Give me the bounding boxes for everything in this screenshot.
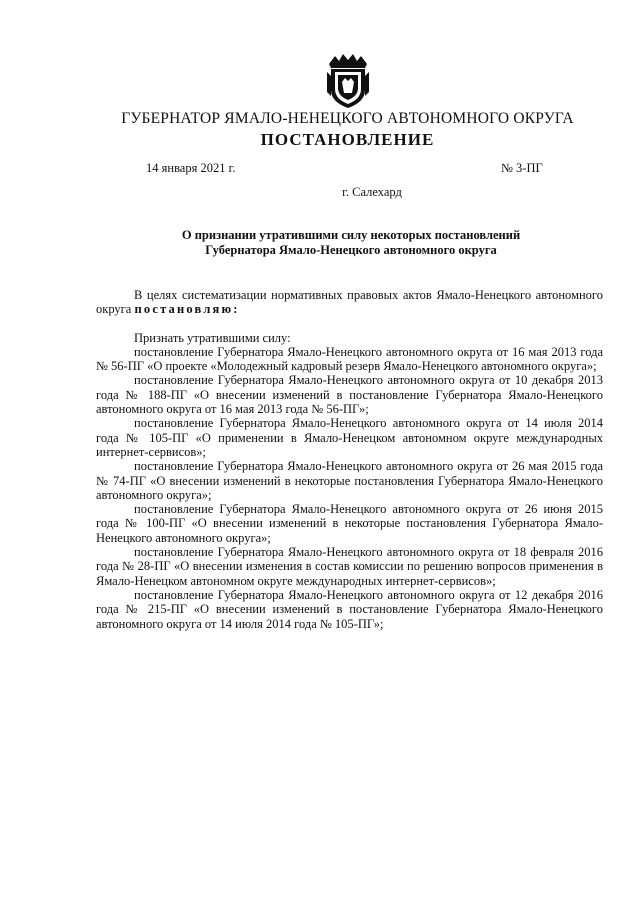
document-header: [0, 110, 640, 150]
subject-line-1: О признании утратившими силу некоторых постановлений: [181, 228, 521, 242]
issuer-title: ГУБЕРНАТОР ЯМАЛО-НЕНЕЦКОГО АВТОНОМНОГО ОКРУГА: [121, 110, 574, 127]
decree-colon: :: [233, 302, 238, 317]
repealed-item: постановление Губернатора Ямало-Ненецкого автономного округа от 26 июня 2015 года № 100-ПГ «О внесении изменений в некоторые постановления Губернатора Ямало-Ненецкого автономного округа»;: [96, 502, 603, 545]
subject-line-2: Губернатора Ямало-Ненецкого автономного округа: [205, 243, 497, 257]
document-date: 14 января 2021 г.: [146, 161, 236, 175]
document-number: № 3-ПГ: [501, 161, 543, 175]
repealed-item: постановление Губернатора Ямало-Ненецкого автономного округа от 18 февраля 2016 года № 28-ПГ «О внесении изменения в состав комиссии по решению вопросов применения в Ямало-Ненецком автономном округе международных интернет-сервисов»;: [96, 545, 603, 588]
document-type: ПОСТАНОВЛЕНИЕ: [260, 130, 435, 149]
document-subject: [96, 228, 606, 258]
intro-paragraph: [96, 288, 603, 317]
repealed-item: постановление Губернатора Ямало-Ненецкого автономного округа от 26 мая 2015 года № 74-ПГ «О внесении изменений в некоторые постановления Губернатора Ямало-Ненецкого автономного округа»;: [96, 459, 603, 502]
repealed-item: постановление Губернатора Ямало-Ненецкого автономного округа от 14 июля 2014 года № 105-ПГ «О применении в Ямало-Ненецком автономном округе международных интернет-сервисов»;: [96, 416, 603, 459]
coat-of-arms-icon: [325, 52, 371, 110]
repealed-item: постановление Губернатора Ямало-Ненецкого автономного округа от 10 декабря 2013 года № 188-ПГ «О внесении изменений в постановление Губернатора Ямало-Ненецкого автономного округа от 16 мая 2013 года № 56-ПГ»;: [96, 373, 603, 417]
intro-text: В целях систематизации нормативных правовых актов Ямало-Ненецкого автономного округа: [96, 288, 603, 317]
repealed-item: постановление Губернатора Ямало-Ненецкого автономного округа от 16 мая 2013 года № 56-ПГ «О проекте «Молодежный кадровый резерв Ямало-Ненецкого автономного округа»;: [96, 344, 603, 374]
document-body: [96, 288, 603, 631]
repealed-item: постановление Губернатора Ямало-Ненецкого автономного округа от 12 декабря 2016 года № 215-ПГ «О внесении изменений в постановление Губернатора Ямало-Ненецкого автономного округа от 14 июля 2014 года № 105-ПГ»;: [96, 587, 603, 631]
decree-keyword: постановляю: [134, 302, 234, 317]
document-city: г. Салехард: [342, 185, 402, 199]
decree-lead: Признать утратившими силу:: [134, 330, 291, 345]
